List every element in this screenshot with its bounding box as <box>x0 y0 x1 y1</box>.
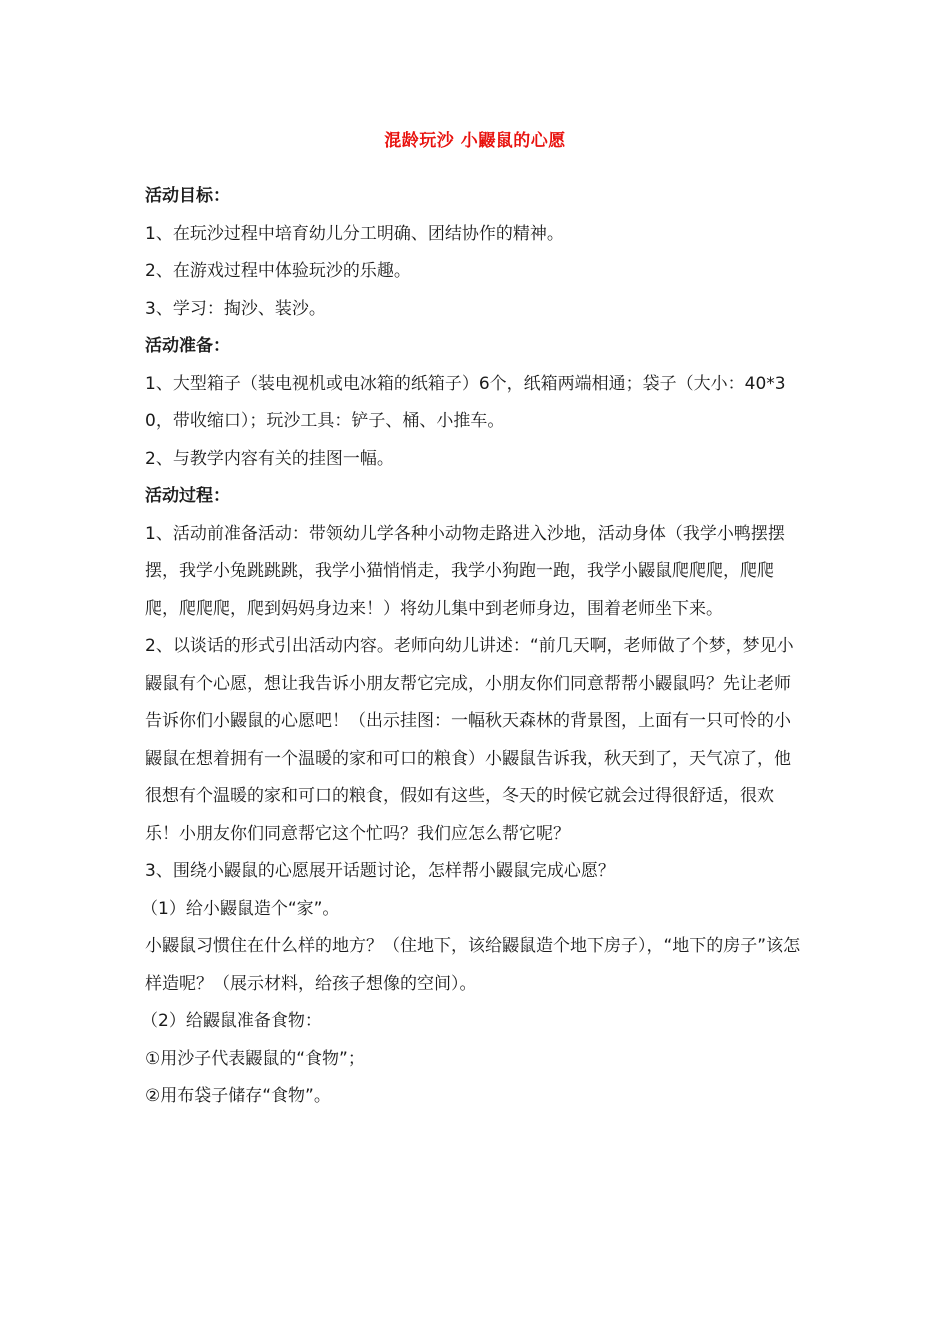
goal-item: 2、在游戏过程中体验玩沙的乐趣。 <box>145 261 411 281</box>
process-subitem: （2）给鼹鼠准备食物： <box>141 1011 322 1031</box>
goal-item: 1、在玩沙过程中培育幼儿分工明确、团结协作的精神。 <box>145 223 564 244</box>
prep-item: 2、与教学内容有关的挂图一幅。 <box>145 448 394 469</box>
process-item: 3、围绕小鼹鼠的心愿展开话题讨论，怎样帮小鼹鼠完成心愿？ <box>145 861 615 881</box>
process-item: 1、活动前准备活动：带领幼儿学各种小动物走路进入沙地，活动身体（我学小鸭摆摆摆，我学小兔跳跳跳，我学小猫悄悄走，我学小狗跑一跑，我学小鼹鼠爬爬爬，爬爬爬，爬爬爬，爬到妈妈身边来！）将幼儿集中到老师身边，围着老师坐下来。 <box>145 523 785 619</box>
document-body <box>141 178 805 1116</box>
document-title: 混龄玩沙 小鼹鼠的心愿 <box>384 131 566 151</box>
goal-item: 3、学习：掏沙、装沙。 <box>145 298 326 319</box>
process-heading: 活动过程： <box>145 486 230 506</box>
prep-heading: 活动准备： <box>145 336 230 356</box>
process-paragraph: 小鼹鼠习惯住在什么样的地方？（住地下，该给鼹鼠造个地下房子），“地下的房子”该怎样造呢？（展示材料，给孩子想像的空间）。 <box>145 936 801 994</box>
process-step: ②用布袋子储存“食物”。 <box>145 1086 331 1106</box>
goals-heading: 活动目标： <box>145 186 230 206</box>
prep-item: 1、大型箱子（装电视机或电冰箱的纸箱子）6个，纸箱两端相通；袋子（大小：40*30，带收缩口）；玩沙工具：铲子、桶、小推车。 <box>145 373 786 431</box>
process-item: 2、以谈话的形式引出活动内容。老师向幼儿讲述：“前几天啊，老师做了个梦，梦见小鼹鼠有个心愿，想让我告诉小朋友帮它完成，小朋友你们同意帮帮小鼹鼠吗？先让老师告诉你们小鼹鼠的心愿吧！（出示挂图：一幅秋天森林的背景图，上面有一只可怜的小鼹鼠在想着拥有一个温暖的家和可口的粮食）小鼹鼠告诉我，秋天到了，天气凉了，他很想有个温暖的家和可口的粮食，假如有这些，冬天的时候它就会过得很舒适，很欢乐！小朋友你们同意帮它这个忙吗？我们应怎么帮它呢？ <box>145 636 794 844</box>
process-subitem: （1）给小鼹鼠造个“家”。 <box>141 898 340 919</box>
process-step: ①用沙子代表鼹鼠的“食物”； <box>145 1048 365 1069</box>
